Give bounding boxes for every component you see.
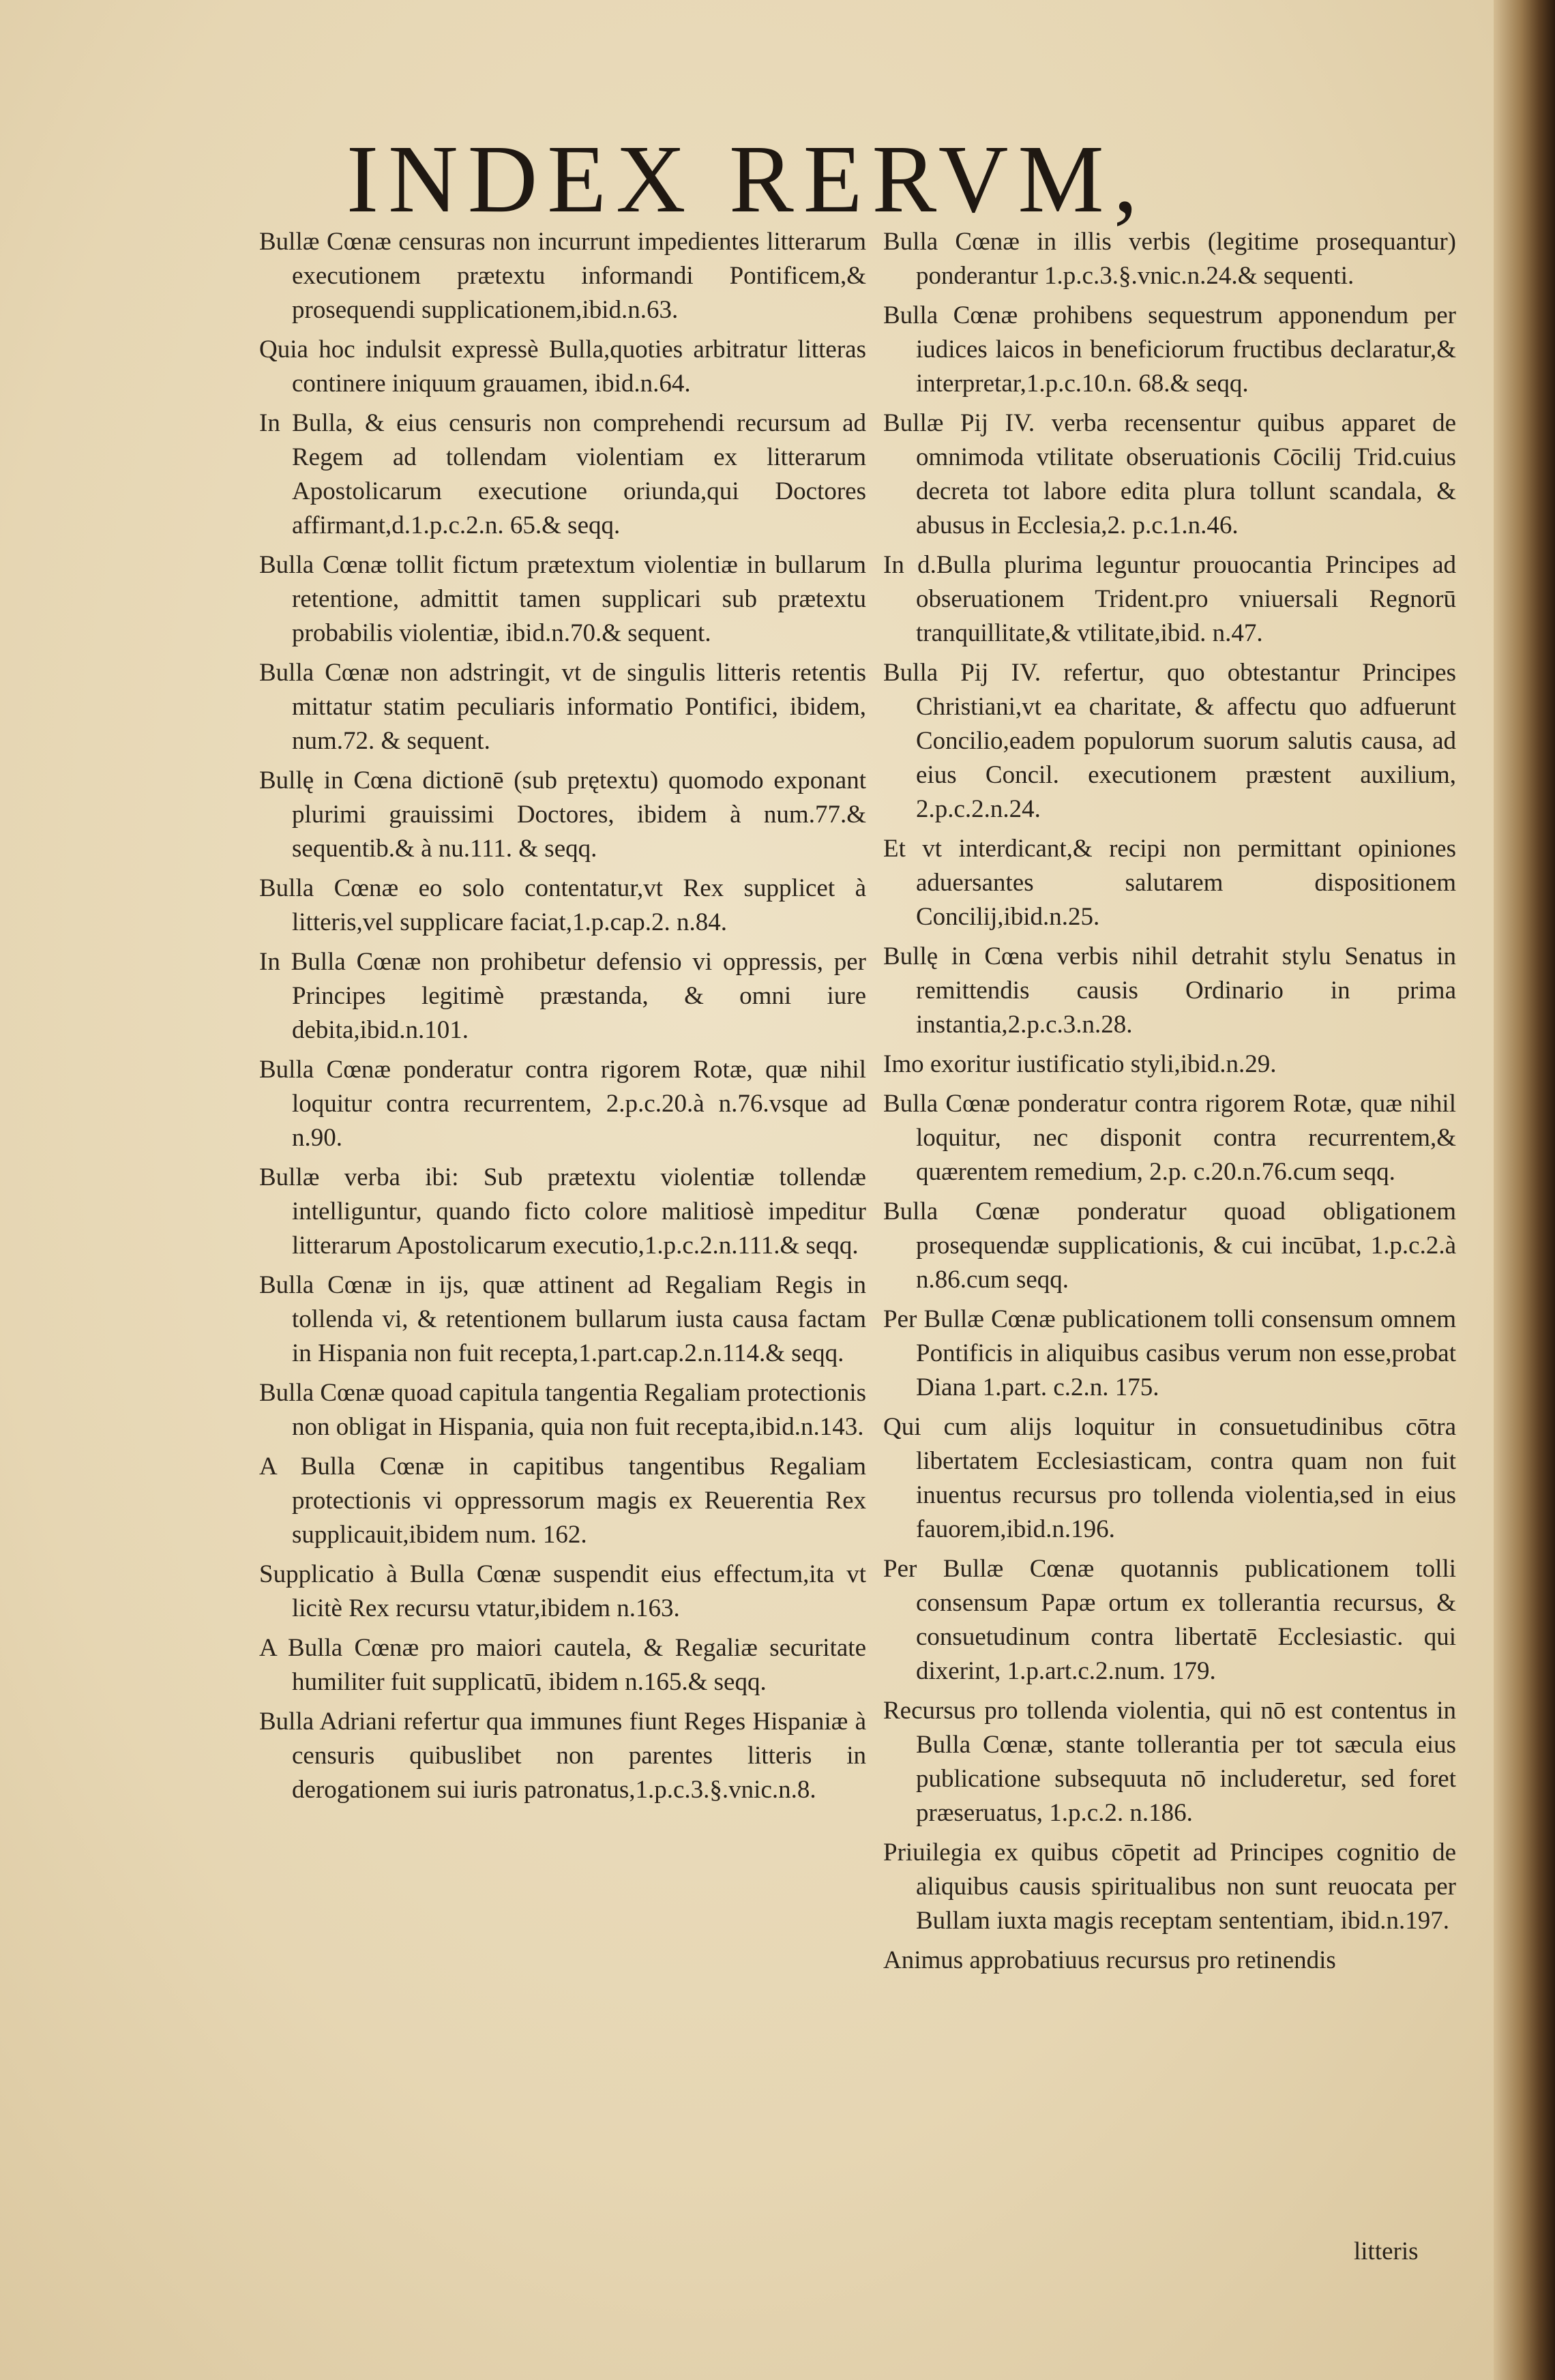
index-entry: In d.Bulla plurima leguntur prouocantia Principes ad obseruationem Trident.pro vniuersali Regnorū tranquillitate,& vtilitate,ibid. n.47. xyxy=(883,551,1456,647)
index-column-right xyxy=(883,225,1456,1983)
index-entry: In Bulla Cœnæ non prohibetur defensio vi oppressis, per Principes legitimè præstanda, & omni iure debita,ibid.n.101. xyxy=(259,948,866,1044)
index-entry: Quia hoc indulsit expressè Bulla,quoties arbitratur litteras continere iniquum grauamen, ibid.n.64. xyxy=(259,336,866,398)
index-entry: Bullæ Pij IV. verba recensentur quibus apparet de omnimoda vtilitate obseruationis Cōcilij Trid.cuius decreta tot labore edita plura tollunt scandala, & abusus in Ecclesia,2. p.c.1.n.46. xyxy=(883,409,1456,539)
index-entry: Bullę in Cœna verbis nihil detrahit stylu Senatus in remittendis causis Ordinario in prima instantia,2.p.c.3.n.28. xyxy=(883,942,1456,1039)
index-entry: Priuilegia ex quibus cōpetit ad Principes cognitio de aliquibus causis spiritualibus non sunt reuocata per Bullam iuxta magis receptam sententiam, ibid.n.197. xyxy=(883,1839,1456,1935)
catchword: litteris xyxy=(1354,2237,1419,2265)
index-entry: Bullæ verba ibi: Sub prætextu violentiæ tollendæ intelliguntur, quando ficto colore malitiosè impeditur litterarum Apostolicarum executio,1.p.c.2.n.111.& seqq. xyxy=(259,1163,866,1260)
index-entry: Bulla Cœnæ ponderatur contra rigorem Rotæ, quæ nihil loquitur contra recurrentem, 2.p.c.20.à n.76.vsque ad n.90. xyxy=(259,1056,866,1152)
index-entry: Et vt interdicant,& recipi non permittant opiniones aduersantes salutarem dispositionem Concilij,ibid.n.25. xyxy=(883,835,1456,931)
index-entry: Bulla Cœnæ tollit fictum prætextum violentiæ in bullarum retentione, admittit tamen supplicari sub prætextu probabilis violentiæ, ibid.n.70.& sequent. xyxy=(259,551,866,647)
index-entry: Bullæ Cœnæ censuras non incurrunt impedientes litterarum executionem prætextu informandi Pontificem,& prosequendi supplicationem,ibid.n.63. xyxy=(259,228,866,324)
index-entry: Imo exoritur iustificatio styli,ibid.n.29. xyxy=(883,1050,1277,1078)
index-entry: Animus approbatiuus recursus pro retinendis xyxy=(883,1946,1336,1974)
index-entry: Supplicatio à Bulla Cœnæ suspendit eius effectum,ita vt licitè Rex recursu vtatur,ibidem n.163. xyxy=(259,1560,866,1622)
index-entry: Bulla Pij IV. refertur, quo obtestantur Principes Christiani,vt ea charitate, & affectu quo adfuerunt Concilio,eadem populorum suorum salutis causa, ad eius Concil. executionem præstent auxilium, 2.p.c.2.n.24. xyxy=(883,659,1456,823)
index-entry: Bulla Cœnæ ponderatur contra rigorem Rotæ, quæ nihil loquitur, nec disponit contra recurrentem,& quærentem remedium, 2.p. c.20.n.76.cum seqq. xyxy=(883,1090,1456,1186)
index-entry: Bulla Adriani refertur qua immunes fiunt Reges Hispaniæ à censuris quibuslibet non parentes litteris in derogationem sui iuris patronatus,1.p.c.3.§.vnic.n.8. xyxy=(259,1708,866,1804)
index-entry: Bulla Cœnæ prohibens sequestrum apponendum per iudices laicos in beneficiorum fructibus declaratur,& interpretar,1.p.c.10.n. 68.& seqq. xyxy=(883,301,1456,398)
index-entry: A Bulla Cœnæ pro maiori cautela, & Regaliæ securitate humiliter fuit supplicatū, ibidem n.165.& seqq. xyxy=(259,1634,866,1696)
index-column-left xyxy=(259,225,866,1813)
index-entry: Bullę in Cœna dictionē (sub prętextu) quomodo exponant plurimi grauissimi Doctores, ibidem à num.77.& sequentib.& à nu.111. & seqq. xyxy=(259,767,866,863)
index-entry: Bulla Cœnæ in illis verbis (legitime prosequantur) ponderantur 1.p.c.3.§.vnic.n.24.& sequenti. xyxy=(883,228,1456,290)
index-entry: Bulla Cœnæ in ijs, quæ attinent ad Regaliam Regis in tollenda vi, & retentionem bullarum iusta causa factam in Hispania non fuit recepta,1.part.cap.2.n.114.& seqq. xyxy=(259,1271,866,1367)
page-gutter-shadow xyxy=(1494,0,1555,2380)
index-entry: Bulla Cœnæ non adstringit, vt de singulis litteris retentis mittatur statim peculiaris informatio Pontifici, ibidem, num.72. & sequent. xyxy=(259,659,866,755)
index-entry: Bulla Cœnæ ponderatur quoad obligationem prosequendæ supplicationis, & cui incūbat, 1.p.c.2.à n.86.cum seqq. xyxy=(883,1198,1456,1294)
index-entry: Per Bullæ Cœnæ publicationem tolli consensum omnem Pontificis in aliquibus casibus verum non esse,probat Diana 1.part. c.2.n. 175. xyxy=(883,1305,1456,1401)
page-header: INDEX RERVM, xyxy=(346,125,1148,233)
index-entry: In Bulla, & eius censuris non comprehendi recursum ad Regem ad tollendam violentiam ex litterarum Apostolicarum executione oriunda,qui Doctores affirmant,d.1.p.c.2.n. 65.& seqq. xyxy=(259,409,866,539)
index-entry: A Bulla Cœnæ in capitibus tangentibus Regaliam protectionis vi oppressorum magis ex Reuerentia Rex supplicauit,ibidem num. 162. xyxy=(259,1453,866,1549)
index-entry: Recursus pro tollenda violentia, qui nō est contentus in Bulla Cœnæ, stante tollerantia per tot sæcula eius publicatione subsequuta nō includeretur, sed foret præseruatus, 1.p.c.2. n.186. xyxy=(883,1697,1456,1827)
index-entry: Bulla Cœnæ eo solo contentatur,vt Rex supplicet à litteris,vel supplicare faciat,1.p.cap.2. n.84. xyxy=(259,874,866,936)
index-entry: Per Bullæ Cœnæ quotannis publicationem tolli consensum Papæ ortum ex tollerantia recursus, & consuetudinum contra libertatē Ecclesiastic. qui dixerint, 1.p.art.c.2.num. 179. xyxy=(883,1555,1456,1685)
index-entry: Bulla Cœnæ quoad capitula tangentia Regaliam protectionis non obligat in Hispania, quia non fuit recepta,ibid.n.143. xyxy=(259,1379,866,1441)
index-entry: Qui cum alijs loquitur in consuetudinibus cōtra libertatem Ecclesiasticam, contra quam non fuit inuentus recursus pro tollenda violentia,sed in eius fauorem,ibid.n.196. xyxy=(883,1413,1456,1543)
